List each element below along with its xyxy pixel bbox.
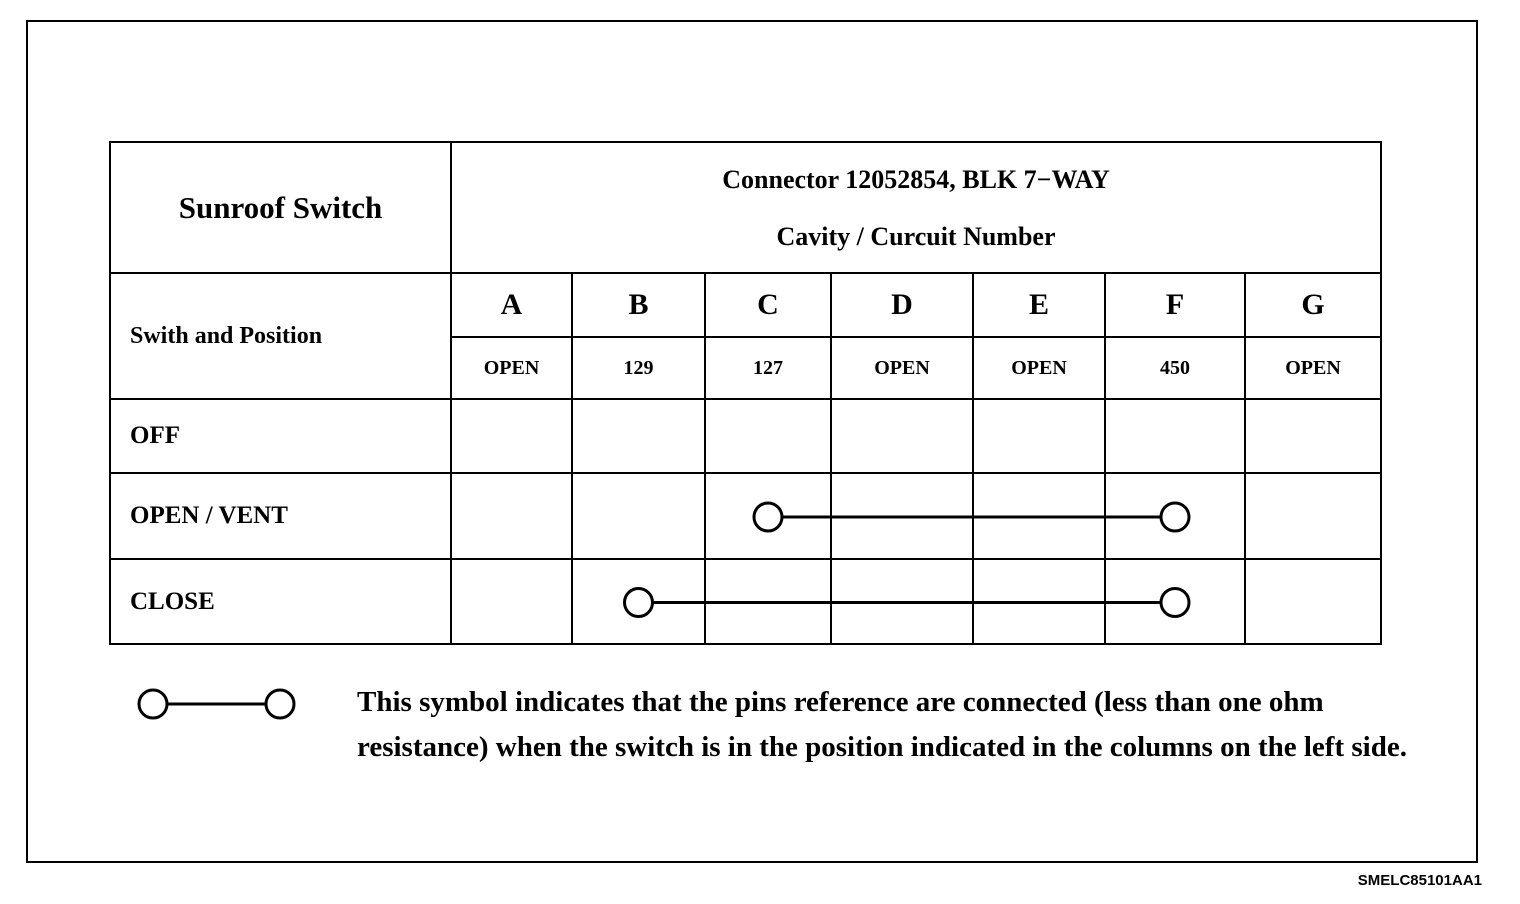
table-cell [451,559,572,644]
circuit-e: OPEN [973,337,1105,399]
table-row [110,399,1381,473]
table-cell [451,399,572,473]
table-cell [572,559,705,644]
table-cell [1245,473,1381,559]
table-cell [705,559,831,644]
circuit-b: 129 [572,337,705,399]
table-cell [973,559,1105,644]
table-row [110,473,1381,559]
continuity-table [109,141,1382,645]
table-cell [973,473,1105,559]
table-cell [831,559,973,644]
row-label-open-vent: OPEN / VENT [110,473,451,559]
circuit-g: OPEN [1245,337,1381,399]
connector-header [451,142,1381,273]
table-cell [1245,559,1381,644]
table-cell [572,399,705,473]
circuit-d: OPEN [831,337,973,399]
position-header: Swith and Position [110,273,451,399]
table-cell [831,473,973,559]
legend-text: This symbol indicates that the pins reference are connected (less than one ohm resistance) when the switch is in the position indicated in the columns on the left side. [357,686,1407,763]
circuit-f: 450 [1105,337,1245,399]
table-cell [1105,559,1245,644]
table-cell [705,473,831,559]
cavity-g: G [1245,273,1381,337]
table-cell [1105,399,1245,473]
cavity-b: B [572,273,705,337]
row-label-off: OFF [110,399,451,473]
cavity-a: A [451,273,572,337]
table-cell [973,399,1105,473]
cavity-c: C [705,273,831,337]
table-cell [451,473,572,559]
circuit-a: OPEN [451,337,572,399]
table-cell [572,473,705,559]
cavity-e: E [973,273,1105,337]
table-cell [705,399,831,473]
circuit-c: 127 [705,337,831,399]
table-cell [1245,399,1381,473]
figure-id: SMELC85101AA1 [1357,872,1482,889]
cavity-f: F [1105,273,1245,337]
table-row [110,559,1381,644]
cavity-header: Cavity / Curcuit Number [776,221,1056,251]
connector-name: Connector 12052854, BLK 7−WAY [722,164,1110,194]
table-cell [831,399,973,473]
table-title: Sunroof Switch [110,142,451,273]
cavity-d: D [831,273,973,337]
row-label-close: CLOSE [110,559,451,644]
table-cell [1105,473,1245,559]
